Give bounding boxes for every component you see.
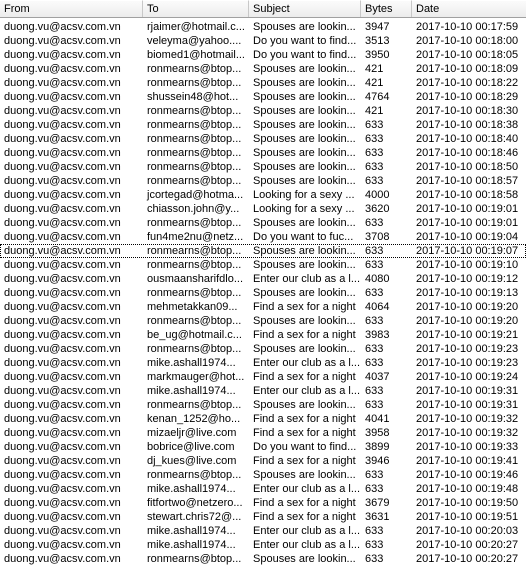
bytes-cell: 3983 — [365, 329, 390, 341]
to-cell: ronmearns@btop... — [147, 259, 242, 271]
table-row[interactable] — [0, 230, 526, 244]
subject-cell: Find a sex for a night — [253, 371, 356, 383]
table-row[interactable] — [0, 258, 526, 272]
table-row[interactable] — [0, 482, 526, 496]
from-cell: duong.vu@acsv.com.vn — [4, 175, 121, 187]
from-cell: duong.vu@acsv.com.vn — [4, 497, 121, 509]
to-cell: mizaeljr@live.com — [147, 427, 237, 439]
from-cell: duong.vu@acsv.com.vn — [4, 147, 121, 159]
subject-cell: Find a sex for a night — [253, 455, 356, 467]
to-cell: ronmearns@btop... — [147, 77, 242, 89]
subject-cell: Find a sex for a night — [253, 301, 356, 313]
table-row[interactable] — [0, 328, 526, 342]
column-header-bar — [0, 0, 526, 18]
date-cell: 2017-10-10 00:19:50 — [416, 497, 519, 509]
date-cell: 2017-10-10 00:18:46 — [416, 147, 519, 159]
subject-cell: Find a sex for a night — [253, 497, 356, 509]
from-cell: duong.vu@acsv.com.vn — [4, 245, 121, 257]
subject-cell: Spouses are lookin... — [253, 399, 356, 411]
table-row[interactable] — [0, 314, 526, 328]
from-cell: duong.vu@acsv.com.vn — [4, 259, 121, 271]
date-cell: 2017-10-10 00:19:04 — [416, 231, 519, 243]
column-header-from[interactable]: From — [0, 0, 143, 17]
subject-cell: Find a sex for a night — [253, 427, 356, 439]
from-cell: duong.vu@acsv.com.vn — [4, 455, 121, 467]
to-cell: mehmetakkan09... — [147, 301, 238, 313]
subject-cell: Spouses are lookin... — [253, 553, 356, 565]
from-cell: duong.vu@acsv.com.vn — [4, 413, 121, 425]
subject-cell: Spouses are lookin... — [253, 175, 356, 187]
date-cell: 2017-10-10 00:19:01 — [416, 217, 519, 229]
date-cell: 2017-10-10 00:18:50 — [416, 161, 519, 173]
subject-cell: Spouses are lookin... — [253, 91, 356, 103]
email-rows — [0, 20, 526, 566]
to-cell: veleyma@yahoo.... — [147, 35, 242, 47]
from-cell: duong.vu@acsv.com.vn — [4, 35, 121, 47]
bytes-cell: 633 — [365, 483, 384, 495]
subject-cell: Spouses are lookin... — [253, 287, 356, 299]
to-cell: jcortegad@hotma... — [147, 189, 244, 201]
from-cell: duong.vu@acsv.com.vn — [4, 427, 121, 439]
bytes-cell: 3947 — [365, 21, 390, 33]
subject-cell: Spouses are lookin... — [253, 21, 356, 33]
to-cell: ronmearns@btop... — [147, 105, 242, 117]
from-cell: duong.vu@acsv.com.vn — [4, 399, 121, 411]
date-cell: 2017-10-10 00:19:31 — [416, 385, 519, 397]
to-cell: bobrice@live.com — [147, 441, 235, 453]
to-cell: ronmearns@btop... — [147, 343, 242, 355]
table-row[interactable] — [0, 370, 526, 384]
bytes-cell: 3946 — [365, 455, 390, 467]
subject-cell: Find a sex for a night — [253, 329, 356, 341]
bytes-cell: 633 — [365, 259, 384, 271]
from-cell: duong.vu@acsv.com.vn — [4, 301, 121, 313]
subject-cell: Spouses are lookin... — [253, 469, 356, 481]
bytes-cell: 421 — [365, 105, 384, 117]
to-cell: ronmearns@btop... — [147, 119, 242, 131]
subject-cell: Enter our club as a l... — [253, 273, 360, 285]
subject-cell: Find a sex for a night — [253, 413, 356, 425]
date-cell: 2017-10-10 00:20:03 — [416, 525, 519, 537]
date-cell: 2017-10-10 00:19:24 — [416, 371, 519, 383]
table-row[interactable] — [0, 496, 526, 510]
to-cell: mike.ashall1974... — [147, 357, 236, 369]
date-cell: 2017-10-10 00:19:33 — [416, 441, 519, 453]
bytes-cell: 421 — [365, 63, 384, 75]
subject-cell: Enter our club as a l... — [253, 525, 360, 537]
bytes-cell: 633 — [365, 539, 384, 551]
bytes-cell: 3679 — [365, 497, 390, 509]
date-cell: 2017-10-10 00:20:27 — [416, 539, 519, 551]
to-cell: markmauger@hot... — [147, 371, 245, 383]
to-cell: fun4me2nu@netz... — [147, 231, 244, 243]
bytes-cell: 633 — [365, 287, 384, 299]
date-cell: 2017-10-10 00:19:12 — [416, 273, 519, 285]
from-cell: duong.vu@acsv.com.vn — [4, 105, 121, 117]
bytes-cell: 3708 — [365, 231, 390, 243]
from-cell: duong.vu@acsv.com.vn — [4, 343, 121, 355]
table-row[interactable] — [0, 104, 526, 118]
column-header-date[interactable]: Date — [412, 0, 526, 17]
bytes-cell: 633 — [365, 119, 384, 131]
from-cell: duong.vu@acsv.com.vn — [4, 217, 121, 229]
to-cell: mike.ashall1974... — [147, 483, 236, 495]
bytes-cell: 421 — [365, 77, 384, 89]
date-cell: 2017-10-10 00:19:23 — [416, 343, 519, 355]
to-cell: ronmearns@btop... — [147, 399, 242, 411]
table-row[interactable] — [0, 118, 526, 132]
from-cell: duong.vu@acsv.com.vn — [4, 91, 121, 103]
subject-cell: Do you want to find... — [253, 35, 357, 47]
from-cell: duong.vu@acsv.com.vn — [4, 441, 121, 453]
date-cell: 2017-10-10 00:19:20 — [416, 315, 519, 327]
from-cell: duong.vu@acsv.com.vn — [4, 231, 121, 243]
subject-cell: Do you want to fuc... — [253, 231, 354, 243]
subject-cell: Enter our club as a l... — [253, 483, 360, 495]
subject-cell: Spouses are lookin... — [253, 161, 356, 173]
table-row[interactable] — [0, 20, 526, 34]
table-row[interactable] — [0, 132, 526, 146]
subject-cell: Spouses are lookin... — [253, 63, 356, 75]
to-cell: ronmearns@btop... — [147, 133, 242, 145]
to-cell: biomed1@hotmail... — [147, 49, 245, 61]
table-row[interactable] — [0, 440, 526, 454]
to-cell: mike.ashall1974... — [147, 385, 236, 397]
table-row[interactable] — [0, 342, 526, 356]
bytes-cell: 633 — [365, 245, 384, 257]
to-cell: ronmearns@btop... — [147, 175, 242, 187]
bytes-cell: 3958 — [365, 427, 390, 439]
from-cell: duong.vu@acsv.com.vn — [4, 329, 121, 341]
from-cell: duong.vu@acsv.com.vn — [4, 161, 121, 173]
date-cell: 2017-10-10 00:19:48 — [416, 483, 519, 495]
from-cell: duong.vu@acsv.com.vn — [4, 189, 121, 201]
to-cell: ronmearns@btop... — [147, 469, 242, 481]
bytes-cell: 633 — [365, 147, 384, 159]
from-cell: duong.vu@acsv.com.vn — [4, 525, 121, 537]
to-cell: mike.ashall1974... — [147, 525, 236, 537]
from-cell: duong.vu@acsv.com.vn — [4, 553, 121, 565]
bytes-cell: 633 — [365, 133, 384, 145]
date-cell: 2017-10-10 00:18:40 — [416, 133, 519, 145]
date-cell: 2017-10-10 00:18:38 — [416, 119, 519, 131]
subject-cell: Find a sex for a night — [253, 511, 356, 523]
subject-cell: Spouses are lookin... — [253, 105, 356, 117]
subject-cell: Enter our club as a l... — [253, 357, 360, 369]
subject-cell: Enter our club as a l... — [253, 539, 360, 551]
to-cell: fitfortwo@netzero... — [147, 497, 243, 509]
bytes-cell: 633 — [365, 315, 384, 327]
date-cell: 2017-10-10 00:18:58 — [416, 189, 519, 201]
bytes-cell: 633 — [365, 469, 384, 481]
bytes-cell: 633 — [365, 217, 384, 229]
table-row[interactable] — [0, 146, 526, 160]
date-cell: 2017-10-10 00:19:07 — [416, 245, 519, 257]
subject-cell: Spouses are lookin... — [253, 133, 356, 145]
from-cell: duong.vu@acsv.com.vn — [4, 469, 121, 481]
bytes-cell: 633 — [365, 357, 384, 369]
date-cell: 2017-10-10 00:19:20 — [416, 301, 519, 313]
table-row[interactable] — [0, 454, 526, 468]
table-row[interactable] — [0, 552, 526, 566]
date-cell: 2017-10-10 00:19:46 — [416, 469, 519, 481]
date-cell: 2017-10-10 00:18:57 — [416, 175, 519, 187]
from-cell: duong.vu@acsv.com.vn — [4, 119, 121, 131]
date-cell: 2017-10-10 00:18:22 — [416, 77, 519, 89]
table-row[interactable] — [0, 160, 526, 174]
table-row[interactable] — [0, 216, 526, 230]
bytes-cell: 4064 — [365, 301, 390, 313]
column-header-to[interactable]: To — [143, 0, 249, 17]
date-cell: 2017-10-10 00:19:32 — [416, 427, 519, 439]
date-cell: 2017-10-10 00:20:27 — [416, 553, 519, 565]
to-cell: ronmearns@btop... — [147, 161, 242, 173]
table-row[interactable] — [0, 286, 526, 300]
from-cell: duong.vu@acsv.com.vn — [4, 483, 121, 495]
to-cell: ronmearns@btop... — [147, 217, 242, 229]
subject-cell: Spouses are lookin... — [253, 259, 356, 271]
date-cell: 2017-10-10 00:18:09 — [416, 63, 519, 75]
bytes-cell: 633 — [365, 399, 384, 411]
bytes-cell: 633 — [365, 161, 384, 173]
bytes-cell: 4080 — [365, 273, 390, 285]
from-cell: duong.vu@acsv.com.vn — [4, 539, 121, 551]
table-row[interactable] — [0, 244, 526, 258]
subject-cell: Spouses are lookin... — [253, 343, 356, 355]
bytes-cell: 4764 — [365, 91, 390, 103]
table-row[interactable] — [0, 426, 526, 440]
table-row[interactable] — [0, 384, 526, 398]
table-row[interactable] — [0, 510, 526, 524]
date-cell: 2017-10-10 00:19:10 — [416, 259, 519, 271]
from-cell: duong.vu@acsv.com.vn — [4, 21, 121, 33]
bytes-cell: 633 — [365, 385, 384, 397]
table-row[interactable] — [0, 76, 526, 90]
from-cell: duong.vu@acsv.com.vn — [4, 371, 121, 383]
subject-cell: Spouses are lookin... — [253, 147, 356, 159]
from-cell: duong.vu@acsv.com.vn — [4, 63, 121, 75]
bytes-cell: 3631 — [365, 511, 390, 523]
table-row[interactable] — [0, 356, 526, 370]
date-cell: 2017-10-10 00:19:31 — [416, 399, 519, 411]
subject-cell: Spouses are lookin... — [253, 245, 356, 257]
to-cell: kenan_1252@ho... — [147, 413, 241, 425]
subject-cell: Spouses are lookin... — [253, 315, 356, 327]
bytes-cell: 4000 — [365, 189, 390, 201]
to-cell: ousmaansharifdlo... — [147, 273, 243, 285]
to-cell: ronmearns@btop... — [147, 315, 242, 327]
to-cell: ronmearns@btop... — [147, 287, 242, 299]
date-cell: 2017-10-10 00:17:59 — [416, 21, 519, 33]
subject-cell: Looking for a sexy ... — [253, 189, 355, 201]
from-cell: duong.vu@acsv.com.vn — [4, 385, 121, 397]
to-cell: chiasson.john@y... — [147, 203, 240, 215]
subject-cell: Spouses are lookin... — [253, 77, 356, 89]
column-header-subject[interactable]: Subject — [249, 0, 361, 17]
from-cell: duong.vu@acsv.com.vn — [4, 511, 121, 523]
to-cell: stewart.chris72@... — [147, 511, 242, 523]
to-cell: rjaimer@hotmail.c... — [147, 21, 245, 33]
from-cell: duong.vu@acsv.com.vn — [4, 315, 121, 327]
table-row[interactable] — [0, 188, 526, 202]
to-cell: ronmearns@btop... — [147, 147, 242, 159]
from-cell: duong.vu@acsv.com.vn — [4, 77, 121, 89]
table-row[interactable] — [0, 272, 526, 286]
column-header-bytes[interactable]: Bytes — [361, 0, 412, 17]
subject-cell: Spouses are lookin... — [253, 119, 356, 131]
date-cell: 2017-10-10 00:18:29 — [416, 91, 519, 103]
from-cell: duong.vu@acsv.com.vn — [4, 133, 121, 145]
table-row[interactable] — [0, 412, 526, 426]
table-row[interactable] — [0, 48, 526, 62]
to-cell: ronmearns@btop... — [147, 63, 242, 75]
date-cell: 2017-10-10 00:18:30 — [416, 105, 519, 117]
from-cell: duong.vu@acsv.com.vn — [4, 273, 121, 285]
bytes-cell: 4037 — [365, 371, 390, 383]
bytes-cell: 3620 — [365, 203, 390, 215]
subject-cell: Enter our club as a l... — [253, 385, 360, 397]
bytes-cell: 633 — [365, 175, 384, 187]
table-row[interactable] — [0, 398, 526, 412]
from-cell: duong.vu@acsv.com.vn — [4, 357, 121, 369]
table-row[interactable] — [0, 300, 526, 314]
table-row[interactable] — [0, 202, 526, 216]
date-cell: 2017-10-10 00:19:51 — [416, 511, 519, 523]
to-cell: mike.ashall1974... — [147, 539, 236, 551]
date-cell: 2017-10-10 00:19:13 — [416, 287, 519, 299]
date-cell: 2017-10-10 00:19:21 — [416, 329, 519, 341]
table-row[interactable] — [0, 538, 526, 552]
bytes-cell: 3950 — [365, 49, 390, 61]
to-cell: ronmearns@btop... — [147, 245, 242, 257]
table-row[interactable] — [0, 174, 526, 188]
to-cell: be_ug@hotmail.c... — [147, 329, 242, 341]
bytes-cell: 633 — [365, 343, 384, 355]
from-cell: duong.vu@acsv.com.vn — [4, 49, 121, 61]
to-cell: ronmearns@btop... — [147, 553, 242, 565]
from-cell: duong.vu@acsv.com.vn — [4, 287, 121, 299]
to-cell: dj_kues@live.com — [147, 455, 237, 467]
table-row[interactable] — [0, 34, 526, 48]
bytes-cell: 633 — [365, 553, 384, 565]
bytes-cell: 4041 — [365, 413, 390, 425]
date-cell: 2017-10-10 00:19:23 — [416, 357, 519, 369]
date-cell: 2017-10-10 00:18:00 — [416, 35, 519, 47]
bytes-cell: 3513 — [365, 35, 390, 47]
subject-cell: Looking for a sexy ... — [253, 203, 355, 215]
table-row[interactable] — [0, 90, 526, 104]
date-cell: 2017-10-10 00:19:32 — [416, 413, 519, 425]
date-cell: 2017-10-10 00:18:05 — [416, 49, 519, 61]
bytes-cell: 633 — [365, 525, 384, 537]
date-cell: 2017-10-10 00:19:41 — [416, 455, 519, 467]
table-row[interactable] — [0, 468, 526, 482]
to-cell: shussein48@hot... — [147, 91, 239, 103]
subject-cell: Do you want to find... — [253, 49, 357, 61]
bytes-cell: 3899 — [365, 441, 390, 453]
table-row[interactable] — [0, 524, 526, 538]
subject-cell: Do you want to find... — [253, 441, 357, 453]
table-row[interactable] — [0, 62, 526, 76]
subject-cell: Spouses are lookin... — [253, 217, 356, 229]
from-cell: duong.vu@acsv.com.vn — [4, 203, 121, 215]
date-cell: 2017-10-10 00:19:01 — [416, 203, 519, 215]
